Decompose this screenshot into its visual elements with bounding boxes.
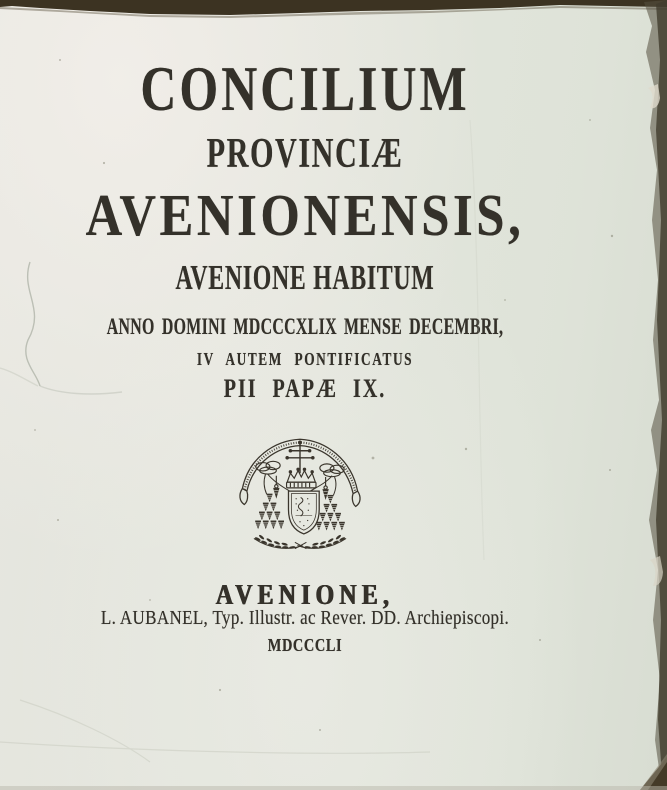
double-cross-icon <box>286 441 314 473</box>
side-tassel-left-icon <box>273 476 279 499</box>
dateline-pontificatus: IV AUTEM PONTIFICATUS <box>196 349 414 369</box>
main-title-line-2: PROVINCIÆ <box>206 131 404 177</box>
dateline-anno-domini: ANNO DOMINI MDCCCXLIX MENSE DECEMBRI, <box>106 314 504 339</box>
tassels-right-icon <box>316 495 345 531</box>
tassels-left-icon <box>255 494 284 530</box>
main-title-line-1: CONCILIUM <box>140 53 470 124</box>
coronet-icon <box>287 468 316 488</box>
imprint-printer: L. AUBANEL, Typ. Illustr. ac Rever. DD. Archiepiscopi. <box>100 607 510 629</box>
main-title-line-4: AVENIONE HABITUM <box>175 258 435 297</box>
imprint-year: MDCCCLI <box>267 635 343 655</box>
coat-of-arms-emblem <box>236 432 364 554</box>
shield-icon <box>288 491 319 534</box>
laurel-branches-icon <box>254 534 346 549</box>
cord-knot-left-icon <box>256 461 280 474</box>
cord-knot-right-icon <box>320 464 344 477</box>
dateline-pope-name: PII PAPÆ IX. <box>223 374 387 403</box>
main-title-line-3: AVENIONENSIS, <box>85 182 525 248</box>
imprint-place: AVENIONE, <box>215 580 395 611</box>
